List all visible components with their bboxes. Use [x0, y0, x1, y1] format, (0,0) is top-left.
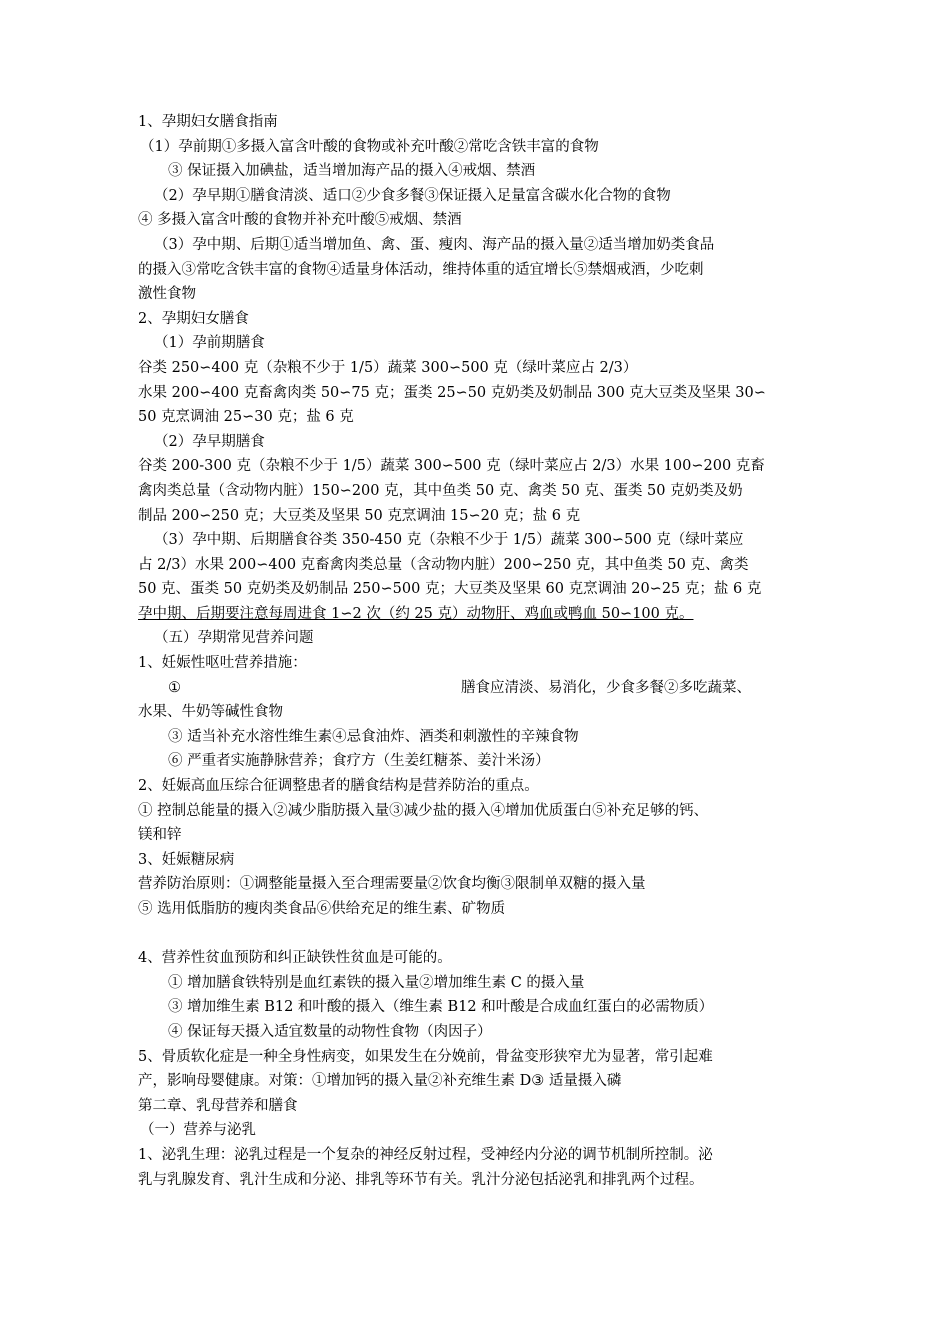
preconception-diet-line-3: 50 克烹调油 25∽30 克；盐 6 克: [138, 409, 354, 426]
diabetes-heading: 3、妊娠糖尿病: [138, 851, 235, 868]
guide-preconception-cont: ③ 保证摄入加碘盐，适当增加海产品的摄入④戒烟、禁酒: [168, 163, 536, 180]
guide-mid-late-end: 激性食物: [138, 286, 196, 303]
circled-number: ①: [168, 679, 181, 696]
early-diet-line-3: 制品 200∽250 克；大豆类及坚果 50 克烹调油 15∽20 克；盐 6 克: [138, 507, 581, 524]
vomiting-line-1-text: 膳食应清淡、易消化，少食多餐②多吃蔬菜、: [461, 679, 751, 696]
vomiting-line-3: ③ 适当补充水溶性维生素④忌食油炸、酒类和刺激性的辛辣食物: [168, 728, 579, 745]
early-diet-line-2: 禽肉类总量（含动物内脏）150∽200 克，其中鱼类 50 克、禽类 50 克、蛋类 50 克奶类及奶: [138, 482, 743, 499]
osteomalacia-line-2: 产，影响母婴健康。对策：①增加钙的摄入量②补充维生素 D③ 适量摄入磷: [138, 1073, 622, 1090]
preconception-diet-line-2: 水果 200∽400 克畜禽肉类 50∽75 克；蛋类 25∽50 克奶类及奶制品 300 克大豆类及坚果 30∽: [138, 384, 766, 401]
vomiting-line-1: [138, 676, 820, 701]
mid-late-diet-line-2: 占 2/3）水果 200∽400 克畜禽肉类总量（含动物内脏）200∽250 克，其中鱼类 50 克、禽类: [138, 556, 749, 573]
hypertension-line-1: ① 控制总能量的摄入②减少脂肪摄入量③减少盐的摄入④增加优质蛋白⑤补充足够的钙、: [138, 802, 709, 819]
heading-diet: 2、孕期妇女膳食: [138, 310, 249, 327]
hypertension-line-2: 镁和锌: [138, 827, 182, 844]
subheading-preconception-diet: （1）孕前期膳食: [154, 335, 265, 352]
anemia-line-3: ④ 保证每天摄入适宜数量的动物性食物（肉因子）: [168, 1023, 492, 1040]
anemia-line-1: ① 增加膳食铁特别是血红素铁的摄入量②增加维生素 C 的摄入量: [168, 974, 585, 991]
osteomalacia-line-1: 5、骨质软化症是一种全身性病变，如果发生在分娩前，骨盆变形狭窄尤为显著，常引起难: [138, 1048, 713, 1065]
lactation-line-2: 乳与乳腺发育、乳汁生成和分泌、排乳等环节有关。乳汁分泌包括泌乳和排乳两个过程。: [138, 1171, 704, 1188]
mid-late-diet-line-1: （3）孕中期、后期膳食谷类 350-450 克（杂粮不少于 1/5）蔬菜 300∽500 克（绿叶菜应: [154, 532, 744, 549]
vomiting-heading: 1、妊娠性呕吐营养措施：: [138, 655, 307, 672]
guide-mid-late: （3）孕中期、后期①适当增加鱼、禽、蛋、瘦肉、海产品的摄入量②适当增加奶类食品: [154, 236, 715, 253]
guide-early: （2）孕早期①膳食清淡、适口②少食多餐③保证摄入足量富含碳水化合物的食物: [154, 187, 671, 204]
chapter-two-heading: 第二章、乳母营养和膳食: [138, 1097, 298, 1114]
document-body: [138, 110, 820, 1192]
lactation-line-1: 1、泌乳生理：泌乳过程是一个复杂的神经反射过程，受神经内分泌的调节机制所控制。泌: [138, 1146, 713, 1163]
guide-early-cont: ④ 多摄入富含叶酸的食物并补充叶酸⑤戒烟、禁酒: [138, 212, 462, 229]
guide-preconception: （1）孕前期①多摄入富含叶酸的食物或补充叶酸②常吃含铁丰富的食物: [140, 138, 599, 155]
hypertension-heading: 2、妊娠高血压综合征调整患者的膳食结构是营养防治的重点。: [138, 778, 539, 795]
early-diet-line-1: 谷类 200-300 克（杂粮不少于 1/5）蔬菜 300∽500 克（绿叶菜应占 2/3）水果 100∽200 克畜: [138, 458, 765, 475]
blank-line: [138, 922, 820, 947]
preconception-diet-line-1: 谷类 250∽400 克（杂粮不少于 1/5）蔬菜 300∽500 克（绿叶菜应占 2/3）: [138, 359, 638, 376]
heading-common-problems: （五）孕期常见营养问题: [154, 630, 314, 647]
diabetes-line-2: ⑤ 选用低脂肪的瘦肉类食品⑥供给充足的维生素、矿物质: [138, 901, 506, 917]
anemia-line-2: ③ 增加维生素 B12 和叶酸的摄入（维生素 B12 和叶酸是合成血红蛋白的必需物质）: [168, 999, 714, 1016]
mid-late-note: 孕中期、后期要注意每周进食 1∽2 次（约 25 克）动物肝、鸡血或鸭血 50∽100 克。: [138, 605, 694, 622]
mid-late-diet-line-3: 50 克、蛋类 50 克奶类及奶制品 250∽500 克；大豆类及坚果 60 克烹调油 20∽25 克；盐 6 克: [138, 581, 762, 598]
anemia-heading: 4、营养性贫血预防和纠正缺铁性贫血是可能的。: [138, 950, 452, 967]
subheading-nutrition-lactation: （一）营养与泌乳: [140, 1122, 256, 1139]
vomiting-line-4: ⑥ 严重者实施静脉营养；食疗方（生姜红糖茶、姜汁米汤）: [168, 753, 550, 770]
heading-diet-guide: 1、孕期妇女膳食指南: [138, 114, 278, 130]
subheading-early-diet: （2）孕早期膳食: [154, 433, 265, 450]
diabetes-line-1: 营养防治原则：①调整能量摄入至合理需要量②饮食均衡③限制单双糖的摄入量: [138, 876, 646, 893]
vomiting-line-2: 水果、牛奶等碱性食物: [138, 704, 283, 721]
guide-mid-late-cont: 的摄入③常吃含铁丰富的食物④适量身体活动，维持体重的适宜增长⑤禁烟戒酒，少吃刺: [138, 261, 704, 278]
